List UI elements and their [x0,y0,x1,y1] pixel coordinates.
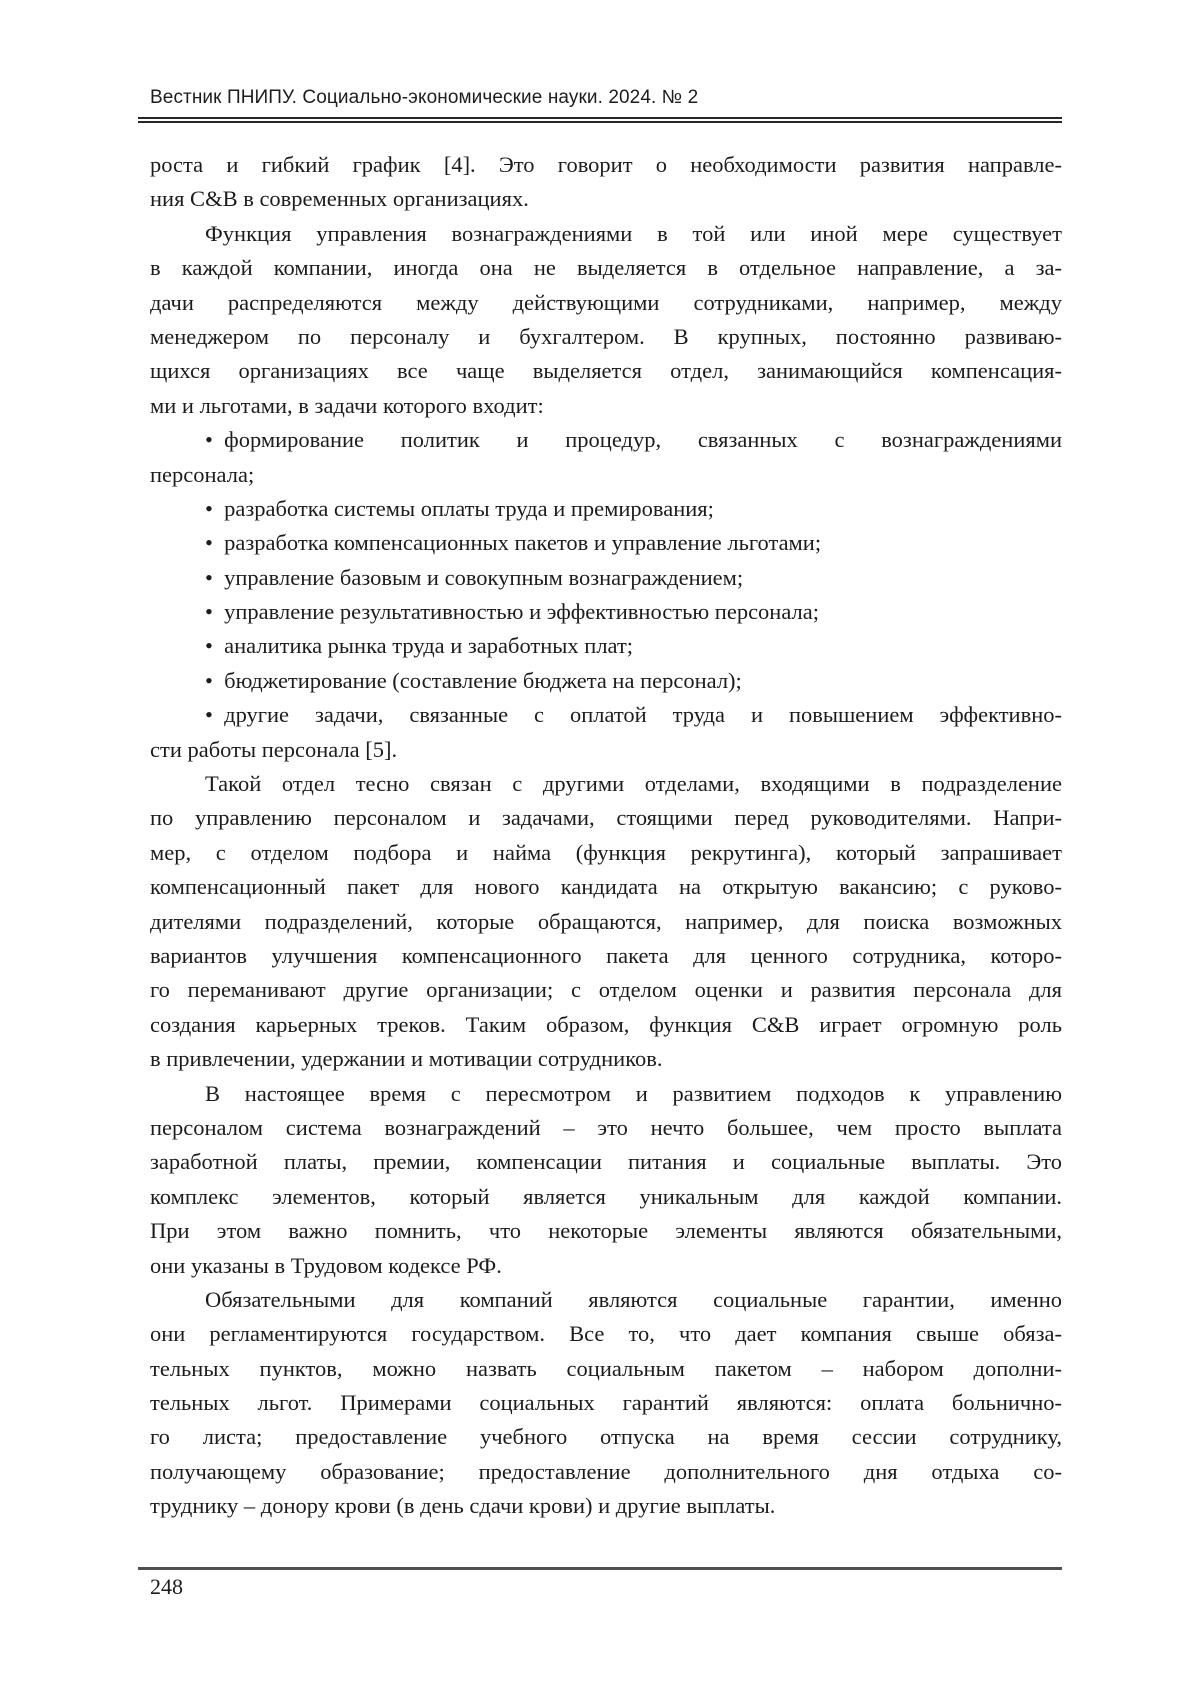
header-rule [138,117,1062,123]
page-number: 248 [150,1574,183,1599]
text-line: создания карьерных треков. Таким образом, функция C&B играет огромную роль [150,1011,1062,1037]
bullet-item: • формирование политик и процедур, связанных с вознаграждениями [205,427,1062,453]
text-line: комплекс элементов, который является уникальным для каждой компании. [150,1183,1062,1209]
text-line: дачи распределяются между действующими сотрудниками, например, между [150,289,1062,315]
text-line: дителями подразделений, которые обращаются, например, для поиска возможных [150,908,1062,934]
text-line: ния C&B в современных организациях. [150,186,529,212]
text-line: Обязательными для компаний являются социальные гарантии, именно [205,1286,1062,1312]
text-line: в привлечении, удержании и мотивации сотрудников. [150,1046,663,1072]
bullet-item: • аналитика рынка труда и заработных плат; [205,633,634,659]
text-line: получающему образование; предоставление дополнительного дня отдыха со- [150,1458,1062,1484]
text-line: тельных льгот. Примерами социальных гарантий являются: оплата больнично- [150,1390,1062,1416]
bullet-item: • бюджетирование (составление бюджета на персонал); [205,667,742,693]
text-line: они указаны в Трудовом кодексе РФ. [150,1252,502,1278]
text-line: Такой отдел тесно связан с другими отделами, входящими в подразделение [205,771,1062,797]
text-line: Функция управления вознаграждениями в той или иной мере существует [205,220,1062,246]
text-line: они регламентируются государством. Все то, что дает компания свыше обяза- [150,1321,1062,1347]
text-line: мер, с отделом подбора и найма (функция рекрутинга), который запрашивает [150,839,1062,865]
page-header [150,86,1062,123]
text-line: щихся организациях все чаще выделяется отдел, занимающийся компенсация- [150,358,1062,384]
footer-rule [138,1567,1062,1570]
text-line: сти работы персонала [5]. [150,736,398,762]
text-line: заработной платы, премии, компенсации питания и социальные выплаты. Это [150,1149,1062,1175]
text-line: труднику – донору крови (в день сдачи крови) и другие выплаты. [150,1493,776,1519]
bullet-item: • разработка системы оплаты труда и премирования; [205,495,714,521]
bullet-item: • разработка компенсационных пакетов и управление льготами; [205,530,822,556]
bullet-item: • управление результативностью и эффективностью персонала; [205,599,819,625]
article-body [150,148,1062,1524]
text-line: вариантов улучшения компенсационного пакета для ценного сотрудника, которо- [150,942,1062,968]
text-line: ми и льготами, в задачи которого входит: [150,392,544,418]
text-line: тельных пунктов, можно назвать социальным пакетом – набором дополни- [150,1355,1062,1381]
page-footer [150,1567,1062,1600]
text-line: персоналом система вознаграждений – это нечто большее, чем просто выплата [150,1114,1062,1140]
bullet-item: • другие задачи, связанные с оплатой труда и повышением эффективно- [205,702,1062,728]
running-title: Вестник ПНИПУ. Социально-экономические науки. 2024. № 2 [150,87,699,108]
text-line: компенсационный пакет для нового кандидата на открытую вакансию; с руково- [150,874,1062,900]
bullet-item: • управление базовым и совокупным вознаграждением; [205,564,744,590]
text-line: менеджером по персоналу и бухгалтером. В крупных, постоянно развиваю- [150,323,1062,349]
text-line: персонала; [150,461,255,487]
text-line: При этом важно помнить, что некоторые элементы являются обязательными, [150,1218,1062,1244]
text-line: по управлению персоналом и задачами, стоящими перед руководителями. Напри- [150,805,1062,831]
text-line: го листа; предоставление учебного отпуска на время сессии сотруднику, [150,1424,1062,1450]
text-line: го переманивают другие организации; с отделом оценки и развития персонала для [150,977,1062,1003]
text-line: роста и гибкий график [4]. Это говорит о необходимости развития направле- [150,152,1062,177]
text-line: в каждой компании, иногда она не выделяется в отдельное направление, а за- [150,255,1062,281]
text-line: В настоящее время с пересмотром и развитием подходов к управлению [205,1080,1062,1106]
